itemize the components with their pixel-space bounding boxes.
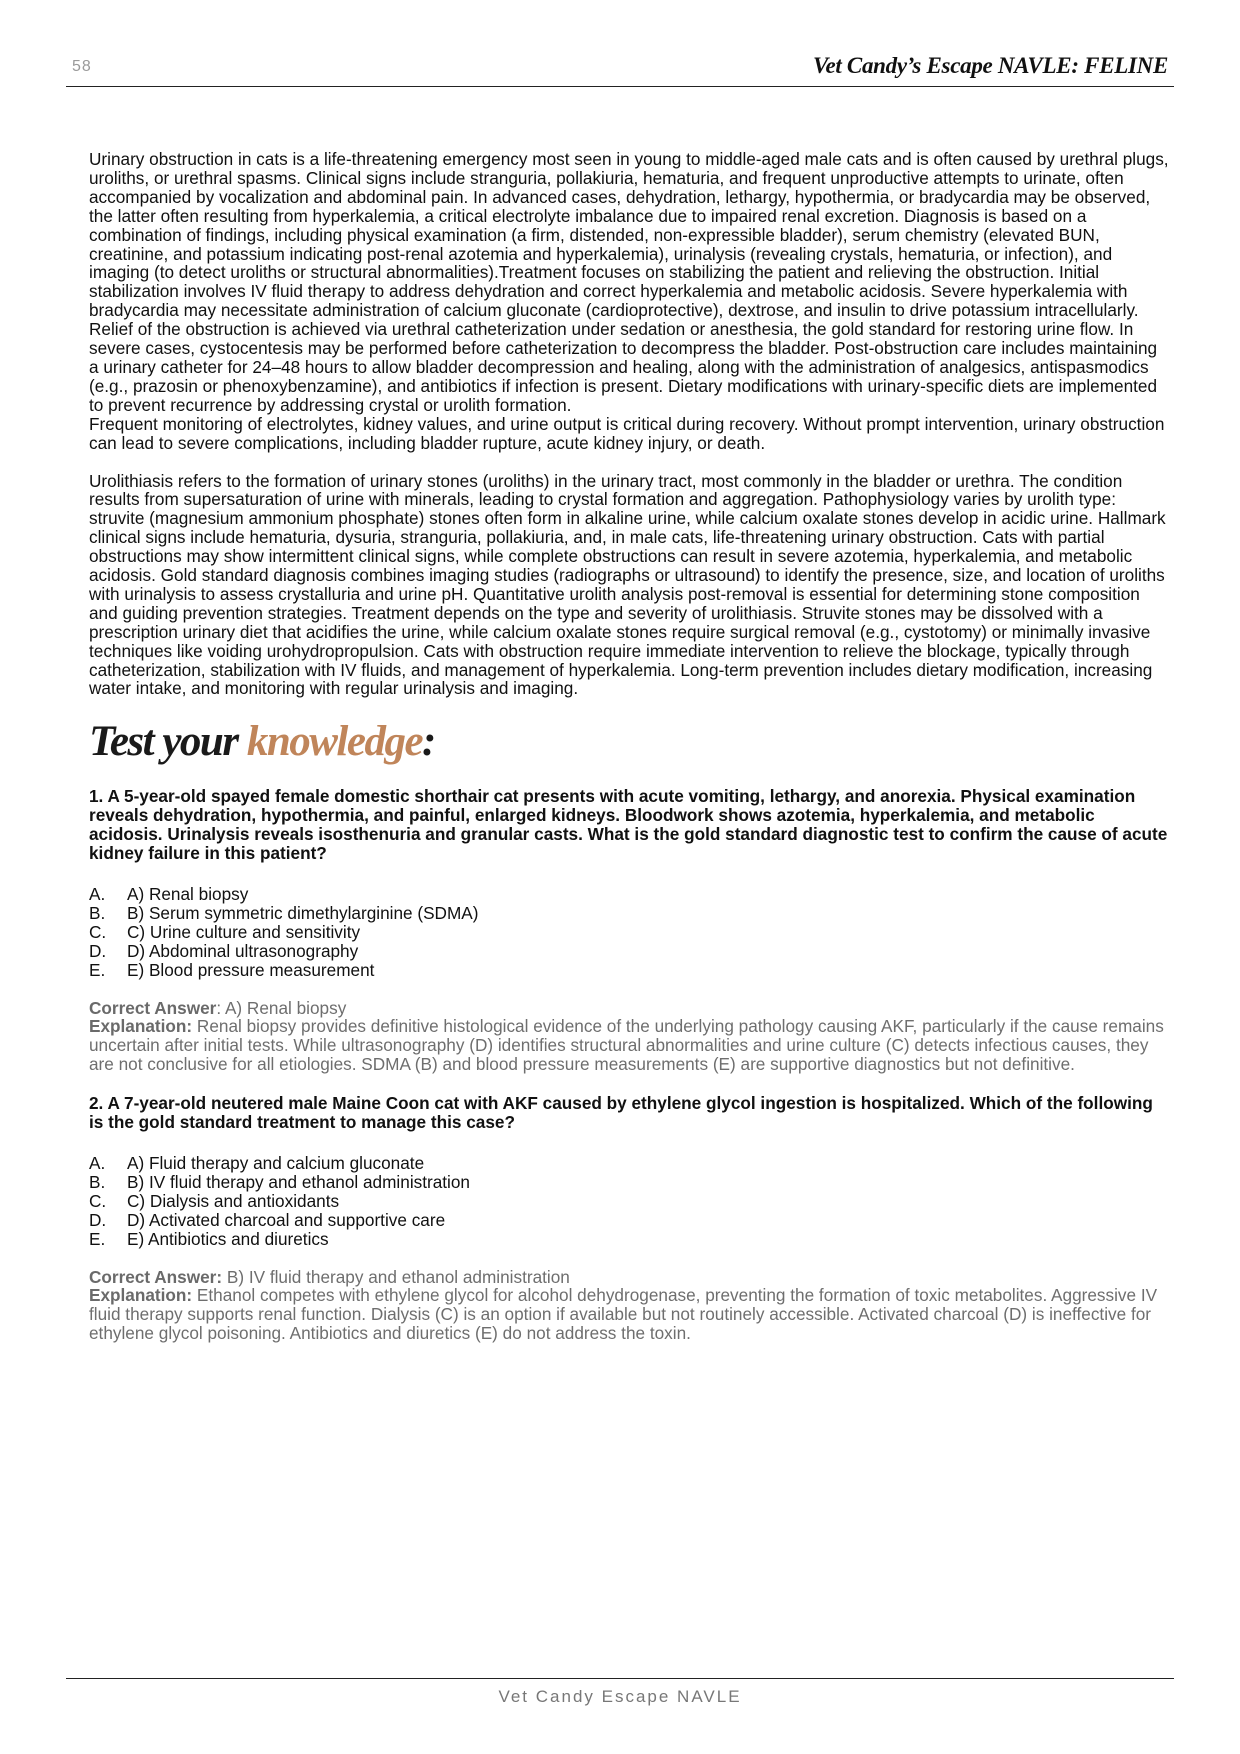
option-text: A) Fluid therapy and calcium gluconate	[127, 1152, 425, 1173]
question-2-option-a	[89, 1154, 1169, 1173]
test-your-knowledge-heading	[89, 717, 1169, 767]
option-letter: E.	[89, 1228, 106, 1249]
question-1-option-a	[89, 885, 1169, 904]
heading-colon: :	[422, 718, 435, 766]
option-letter: E.	[89, 959, 106, 980]
heading-text: Test your	[89, 718, 247, 766]
question-2-correct-answer	[89, 1268, 1169, 1287]
option-text: D) Abdominal ultrasonography	[127, 940, 359, 961]
option-text: B) IV fluid therapy and ethanol administration	[127, 1171, 470, 1192]
option-letter: B.	[89, 902, 106, 923]
urolithiasis-paragraph: Urolithiasis refers to the formation of urinary stones (uroliths) in the urinary tract, most commonly in the bladder or urethra. The condition results from supersaturation of urine with minerals, leading to crystal formation and aggregation. Pathophysiology varies by urolith type: struvite (magnesium ammonium phosphate) stones often form in alkaline urine, while calcium oxalate stones develop in acidic urine. Hallmark clinical signs include hematuria, dysuria, stranguria, pollakiuria, and, in male cats, life-threatening urinary obstruction. Cats with partial obstructions may show intermittent clinical signs, while complete obstructions can result in severe azotemia, hyperkalemia, and metabolic acidosis. Gold standard diagnosis combines imaging studies (radiographs or ultrasound) to identify the presence, size, and location of uroliths with urinalysis to assess crystalluria and urine pH. Quantitative urolith analysis post-removal is essential for determining stone composition and guiding prevention strategies. Treatment depends on the type and severity of urolithiasis. Struvite stones may be dissolved with a prescription urinary diet that acidifies the urine, while calcium oxalate stones require surgical removal (e.g., cystotomy) or minimally invasive techniques like voiding urohydropropulsion. Cats with obstruction require immediate intervention to relieve the blockage, typically through catheterization, stabilization with IV fluids, and management of hyperkalemia. Long-term prevention includes dietary modification, increasing water intake, and monitoring with regular urinalysis and imaging.	[89, 470, 1166, 699]
option-text: B) Serum symmetric dimethylarginine (SDMA)	[127, 902, 479, 923]
running-title: Vet Candy’s Escape NAVLE: FELINE	[812, 53, 1168, 78]
question-2-option-e	[89, 1230, 1169, 1249]
option-text: E) Antibiotics and diuretics	[127, 1228, 329, 1249]
question-1-option-d	[89, 942, 1169, 961]
option-letter: A.	[89, 1152, 106, 1173]
question-1-explanation	[89, 1017, 1169, 1074]
option-letter: C.	[89, 1190, 107, 1211]
question-2-text: 2. A 7-year-old neutered male Maine Coon cat with AKF caused by ethylene glycol ingestion is hospitalized. Which of the following is the gold standard treatment to manage this case?	[89, 1093, 1153, 1133]
header-divider	[66, 86, 1174, 87]
urinary-obstruction-paragraph: Urinary obstruction in cats is a life-threatening emergency most seen in young to middle-aged male cats and is often caused by urethral plugs, uroliths, or urethral spasms. Clinical signs include stranguria, pollakiuria, hematuria, and frequent unproductive attempts to urinate, often accompanied by vocalization and abdominal pain. In advanced cases, dehydration, lethargy, hypothermia, or bradycardia may be observed, the latter often resulting from hyperkalemia, a critical electrolyte imbalance due to impaired renal excretion. Diagnosis is based on a combination of findings, including physical examination (a firm, distended, non-expressible bladder), serum chemistry (elevated BUN, creatinine, and potassium indicating post-renal azotemia and hyperkalemia), urinalysis (revealing crystals, hematuria, or infection), and imaging (to detect uroliths or structural abnormalities).Treatment focuses on stabilizing the patient and relieving the obstruction. Initial stabilization involves IV fluid therapy to address dehydration and correct hyperkalemia and metabolic acidosis. Severe hyperkalemia with bradycardia may necessitate administration of calcium gluconate (cardioprotective), dextrose, and insulin to drive potassium intracellularly. Relief of the obstruction is achieved via urethral catheterization under sedation or anesthesia, the gold standard for restoring urine flow. In severe cases, cystocentesis may be performed before catheterization to decompress the bladder. Post-obstruction care includes maintaining a urinary catheter for 24–48 hours to allow bladder decompression and healing, along with the administration of analgesics, antispasmodics (e.g., prazosin or phenoxybenzamine), and antibiotics if infection is present. Dietary modifications with urinary-specific diets are implemented to prevent recurrence by addressing crystal or urolith formation.	[89, 149, 1169, 415]
option-letter: C.	[89, 921, 107, 942]
option-text: C) Urine culture and sensitivity	[127, 921, 361, 942]
option-letter: B.	[89, 1171, 106, 1192]
footer-text: Vet Candy Escape NAVLE	[498, 1687, 742, 1706]
option-letter: D.	[89, 940, 107, 961]
page-number: 58	[72, 58, 92, 75]
option-text: C) Dialysis and antioxidants	[127, 1190, 340, 1211]
explanation-label: Explanation:	[89, 1016, 193, 1037]
question-2-option-d	[89, 1211, 1169, 1230]
question-2	[89, 1094, 1169, 1343]
question-1-text: 1. A 5-year-old spayed female domestic shorthair cat presents with acute vomiting, lethargy, and anorexia. Physical examination reveals dehydration, hypothermia, and painful, enlarged kidneys. Bloodwork shows azotemia, hyperkalemia, and metabolic acidosis. Urinalysis reveals isosthenuria and granular casts. What is the gold standard diagnostic test to confirm the cause of acute kidney failure in this patient?	[89, 786, 1168, 864]
question-1-option-b	[89, 904, 1169, 923]
question-1-correct-answer	[89, 999, 1169, 1018]
correct-answer-label: Correct Answer	[89, 997, 217, 1018]
option-text: A) Renal biopsy	[127, 884, 249, 904]
monitoring-paragraph: Frequent monitoring of electrolytes, kidney values, and urine output is critical during recovery. Without prompt intervention, urinary obstruction can lead to severe complications, including bladder rupture, acute kidney injury, or death.	[89, 413, 1165, 453]
question-2-options	[89, 1154, 1169, 1249]
option-text: D) Activated charcoal and supportive care	[127, 1209, 446, 1230]
option-letter: D.	[89, 1209, 107, 1230]
question-1-answer-block	[89, 999, 1169, 1075]
main-content	[89, 150, 1169, 1343]
question-1-option-e	[89, 961, 1169, 980]
question-1	[89, 787, 1169, 1074]
question-1-option-c	[89, 923, 1169, 942]
option-text: E) Blood pressure measurement	[127, 959, 375, 980]
explanation-text: Ethanol competes with ethylene glycol for alcohol dehydrogenase, preventing the formation of toxic metabolites. Aggressive IV fluid therapy supports renal function. Dialysis (C) is an option if available but not routinely accessible. Activated charcoal (D) is ineffective for ethylene glycol poisoning. Antibiotics and diuretics (E) do not address the toxin.	[89, 1285, 1158, 1344]
heading-accent-text: knowledge	[246, 718, 423, 766]
explanation-text: Renal biopsy provides definitive histological evidence of the underlying pathology causing AKF, particularly if the cause remains uncertain after initial tests. While ultrasonography (D) identifies structural abnormalities and urine culture (C) detects infectious causes, they are not conclusive for all etiologies. SDMA (B) and blood pressure measurements (E) are supportive diagnostics but not definitive.	[89, 1016, 1164, 1075]
question-2-option-c	[89, 1192, 1169, 1211]
question-2-answer-block	[89, 1268, 1169, 1344]
correct-answer-label: Correct Answer:	[89, 1266, 223, 1287]
correct-answer-value: : A) Renal biopsy	[216, 997, 347, 1018]
question-1-options	[89, 885, 1169, 980]
correct-answer-value: B) IV fluid therapy and ethanol administration	[222, 1266, 570, 1287]
explanation-label: Explanation:	[89, 1285, 193, 1306]
option-letter: A.	[89, 884, 106, 904]
question-2-explanation	[89, 1286, 1169, 1343]
paragraph-spacer	[89, 453, 1169, 472]
footer-divider	[66, 1678, 1174, 1679]
question-2-option-b	[89, 1173, 1169, 1192]
